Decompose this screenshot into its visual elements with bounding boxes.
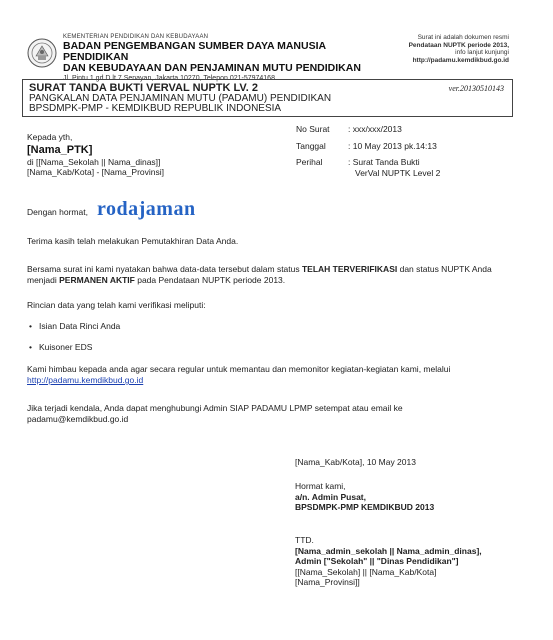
status-text: dan status NUPTK Anda menjadi — [27, 264, 492, 285]
agency-address: Jl. Pintu 1 gd.D lt.7 Senayan, Jakarta 10270, Telepon 021-57974168 — [63, 75, 275, 82]
document-issuer: BPSDMPK-PMP - KEMDIKBUD REPUBLIK INDONESIA — [29, 103, 282, 114]
verified-items-list — [27, 321, 327, 353]
ttd-label: TTD. — [295, 535, 314, 545]
document-note — [369, 34, 509, 64]
meta-key: No Surat — [296, 124, 330, 134]
monitor-paragraph — [27, 364, 522, 386]
status-text: Bersama surat ini kami nyatakan bahwa data-data tersebut dalam status — [27, 264, 302, 274]
version-label: ver.20130510143 — [448, 84, 504, 93]
document-subtitle: PANGKALAN DATA PENJAMINAN MUTU (PADAMU) PENDIDIKAN — [29, 93, 332, 104]
addressee-block — [27, 132, 277, 178]
list-item: • Kuisoner EDS — [27, 342, 327, 353]
letter-meta — [296, 124, 536, 184]
region-name: [Nama_Kab/Kota] - [Nama_Provinsi] — [27, 167, 165, 177]
thanks-paragraph: Terima kasih telah melakukan Pemutakhiran Data Anda. — [27, 236, 239, 246]
meta-value — [348, 157, 536, 178]
closing-an: a/n. Admin Pusat, — [295, 491, 367, 502]
meta-row-no-surat — [296, 124, 536, 135]
monitor-text: Kami himbau kepada anda agar secara regular untuk memantau dan memonitor kegiatan-kegiatan kami, melalui — [27, 364, 451, 374]
note-line: info lanjut kunjungi — [455, 49, 509, 56]
status-paragraph — [27, 264, 519, 286]
meta-key: Tanggal — [296, 140, 326, 151]
note-line: Pendataan NUPTK periode 2013, — [408, 41, 509, 49]
document-title: SURAT TANDA BUKTI VERVAL NUPTK LV. 2 — [29, 82, 258, 94]
signatory-office: [[Nama_Sekolah] || [Nama_Kab/Kota] — [295, 566, 437, 577]
signatory-province: [Nama_Provinsi]] — [295, 577, 360, 587]
details-intro: Rincian data yang telah kami verifikasi meliputi: — [27, 300, 206, 310]
agency-header — [63, 34, 363, 83]
watermark-text: rodajaman — [97, 198, 196, 220]
meta-row-perihal — [296, 157, 536, 178]
status-permanent: PERMANEN AKTIF — [59, 275, 135, 285]
note-line: Surat ini adalah dokumen resmi — [417, 34, 509, 41]
ministry-logo — [27, 38, 57, 68]
signatory-role: Admin ["Sekolah" || "Dinas Pendidikan"] — [295, 556, 459, 566]
perihal-line: : Surat Tanda Bukti — [348, 157, 420, 167]
status-verified: TELAH TERVERIFIKASI — [301, 264, 398, 274]
meta-value: : 10 May 2013 pk.14:13 — [348, 140, 437, 151]
closing-hormat: Hormat kami, — [295, 481, 346, 491]
perihal-line: VerVal NUPTK Level 2 — [355, 167, 441, 178]
contact-paragraph: Jika terjadi kendala, Anda dapat menghubungi Admin SIAP PADAMU LPMP setempat atau email ke padamu@kemdikbud.go.id — [27, 403, 403, 424]
list-item: • Isian Data Rinci Anda — [27, 321, 327, 332]
place-date: [Nama_Kab/Kota], 10 May 2013 — [295, 457, 416, 467]
signature-block — [295, 535, 525, 588]
meta-key: Perihal — [296, 157, 323, 167]
greeting: Dengan hormat, — [27, 207, 88, 217]
status-text: pada Pendataan NUPTK periode 2013. — [134, 275, 286, 285]
signatory-name: [Nama_admin_sekolah || Nama_admin_dinas], — [295, 545, 482, 556]
closing-block — [295, 481, 525, 513]
meta-value: : xxx/xxx/2013 — [348, 124, 402, 134]
ptk-name: [Nama_PTK] — [27, 143, 93, 156]
school-name: di [[Nama_Sekolah || Nama_dinas]] — [27, 156, 161, 167]
kepada-label: Kepada yth, — [27, 132, 73, 142]
padamu-link[interactable]: http://padamu.kemdikbud.go.id — [27, 375, 144, 385]
meta-row-tanggal — [296, 141, 536, 152]
document-title-box — [22, 79, 513, 117]
org-name-line2: DAN KEBUDAYAAN DAN PENJAMINAN MUTU PENDIDIKAN — [63, 62, 361, 74]
ministry-name: KEMENTERIAN PENDIDIKAN DAN KEBUDAYAAN — [63, 34, 209, 40]
note-url: http://padamu.kemdikbud.go.id — [412, 56, 509, 64]
org-name-line1: BADAN PENGEMBANGAN SUMBER DAYA MANUSIA PENDIDIKAN — [63, 40, 326, 63]
closing-unit: BPSDMPK-PMP KEMDIKBUD 2013 — [295, 502, 435, 512]
